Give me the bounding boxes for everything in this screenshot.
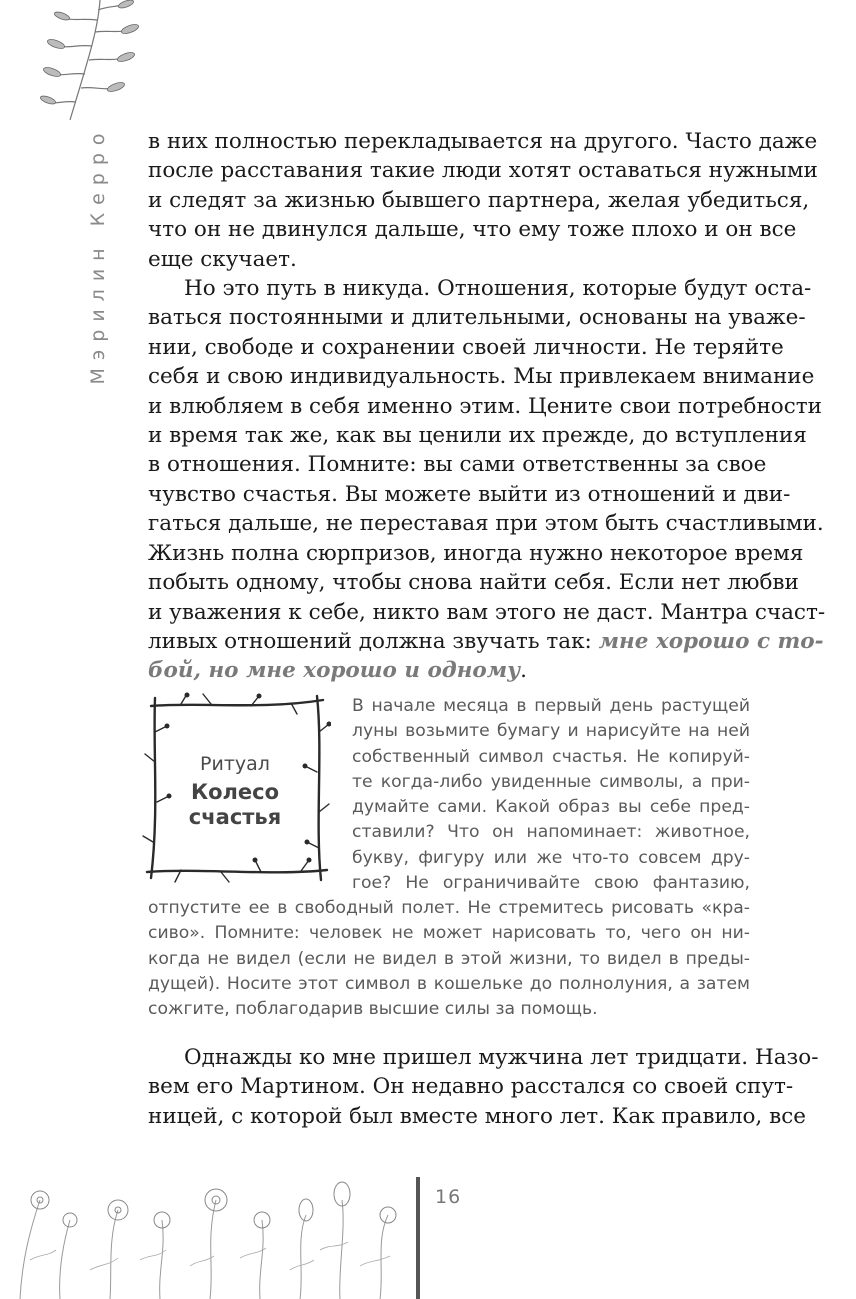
- ritual-line: собственный символ счастья. Не копируй-: [352, 746, 750, 767]
- ritual-line: те когда-либо увиденные символы, а при-: [352, 771, 750, 792]
- page-number-rule: [416, 1177, 420, 1299]
- text-line: Но это путь в никуда. Отношения, которые будут оста-: [184, 276, 812, 302]
- text-line: и время так же, как вы ценили их прежде, до вступления: [148, 423, 807, 449]
- text-line: нии, свободе и сохранении своей личности. Не теряйте: [148, 334, 784, 360]
- ritual-text-beside-frame: [352, 694, 750, 896]
- text-line: еще скучает.: [148, 246, 297, 272]
- page-number: 16: [435, 1186, 462, 1208]
- text-line: вем его Мартином. Он недавно расстался со своей спут-: [148, 1074, 794, 1100]
- ritual-line: сожгите, поблагодарив высшие силы за помощь.: [148, 999, 598, 1020]
- text-line: и влюбляем в себя именно этим. Цените свои потребности: [148, 393, 822, 419]
- ritual-text-full-width: [148, 896, 750, 1022]
- text-line: Жизнь полна сюрпризов, иногда нужно некоторое время: [148, 540, 804, 566]
- ritual-title-line: Колесо: [190, 780, 280, 804]
- text-line: что он не двинулся дальше, что ему тоже плохо и он все: [148, 217, 797, 243]
- text-line: побыть одному, чтобы снова найти себя. Если нет любви: [148, 570, 799, 596]
- ritual-line: когда не видел (если не видел в этой жизни, то видел в преды-: [148, 948, 750, 969]
- ritual-line: ставили? Что он напоминает: животное,: [352, 822, 750, 843]
- text-line: себя и свою индивидуальность. Мы привлекаем внимание: [148, 364, 815, 390]
- emphasis-text: бой, но мне хорошо и одному: [148, 658, 521, 684]
- ritual-line: луны возьмите бумагу и нарисуйте на ней: [352, 721, 750, 742]
- body-text-top: [148, 127, 826, 686]
- text-line: и следят за жизнью бывшего партнера, желая убедиться,: [148, 187, 810, 213]
- ritual-line: букву, фигуру или же что-то совсем дру-: [352, 847, 750, 868]
- wildflowers-illustration: [0, 1170, 420, 1299]
- text-line: чувство счастья. Вы можете выйти из отношений и дви-: [148, 481, 791, 507]
- text-line: в них полностью перекладывается на другого. Часто даже: [148, 129, 818, 154]
- text-line: в отношения. Помните: вы сами ответственны за свое: [148, 452, 767, 478]
- ritual-line: отпустите ее в свободный полет. Не стремитесь рисовать «кра-: [148, 898, 750, 918]
- text-line: ницей, с которой был вместе много лет. Как правило, все: [148, 1103, 806, 1129]
- text-line: [148, 656, 750, 685]
- ritual-line: думайте сами. Какой образ вы себе пред-: [352, 797, 750, 818]
- text-segment: ливых отношений должна звучать так:: [148, 628, 599, 654]
- ritual-title-line: счастья: [188, 805, 282, 829]
- leaf-branch-illustration: [40, 0, 140, 125]
- ritual-line: сиво». Помните: человек не может нарисовать то, чего он ни-: [148, 923, 750, 944]
- ritual-title: [160, 780, 310, 830]
- emphasis-text: мне хорошо с то-: [598, 628, 824, 654]
- body-text-bottom: [148, 1043, 819, 1131]
- ritual-line: гое? Не ограничивайте свою фантазию,: [352, 873, 750, 894]
- author-running-head: Мэрилин Керро: [87, 125, 109, 385]
- text-segment: .: [520, 658, 527, 684]
- ritual-line: В начале месяца в первый день растущей: [352, 696, 750, 716]
- text-line: гаться дальше, не переставая при этом быть счастливыми.: [148, 511, 824, 537]
- text-line: и уважения к себе, никто вам этого не даст. Мантра счаст-: [148, 599, 826, 625]
- ritual-kicker: Ритуал: [200, 753, 270, 775]
- text-line: Однажды ко мне пришел мужчина лет тридцати. Назо-: [184, 1045, 819, 1070]
- text-line: ваться постоянными и длительными, основаны на уваже-: [148, 305, 806, 331]
- ritual-label: [160, 752, 310, 830]
- ritual-line: дущей). Носите этот символ в кошельке до полнолуния, а затем: [148, 973, 750, 994]
- text-line: [148, 627, 824, 656]
- text-line: после расставания такие люди хотят оставаться нужными: [148, 158, 818, 184]
